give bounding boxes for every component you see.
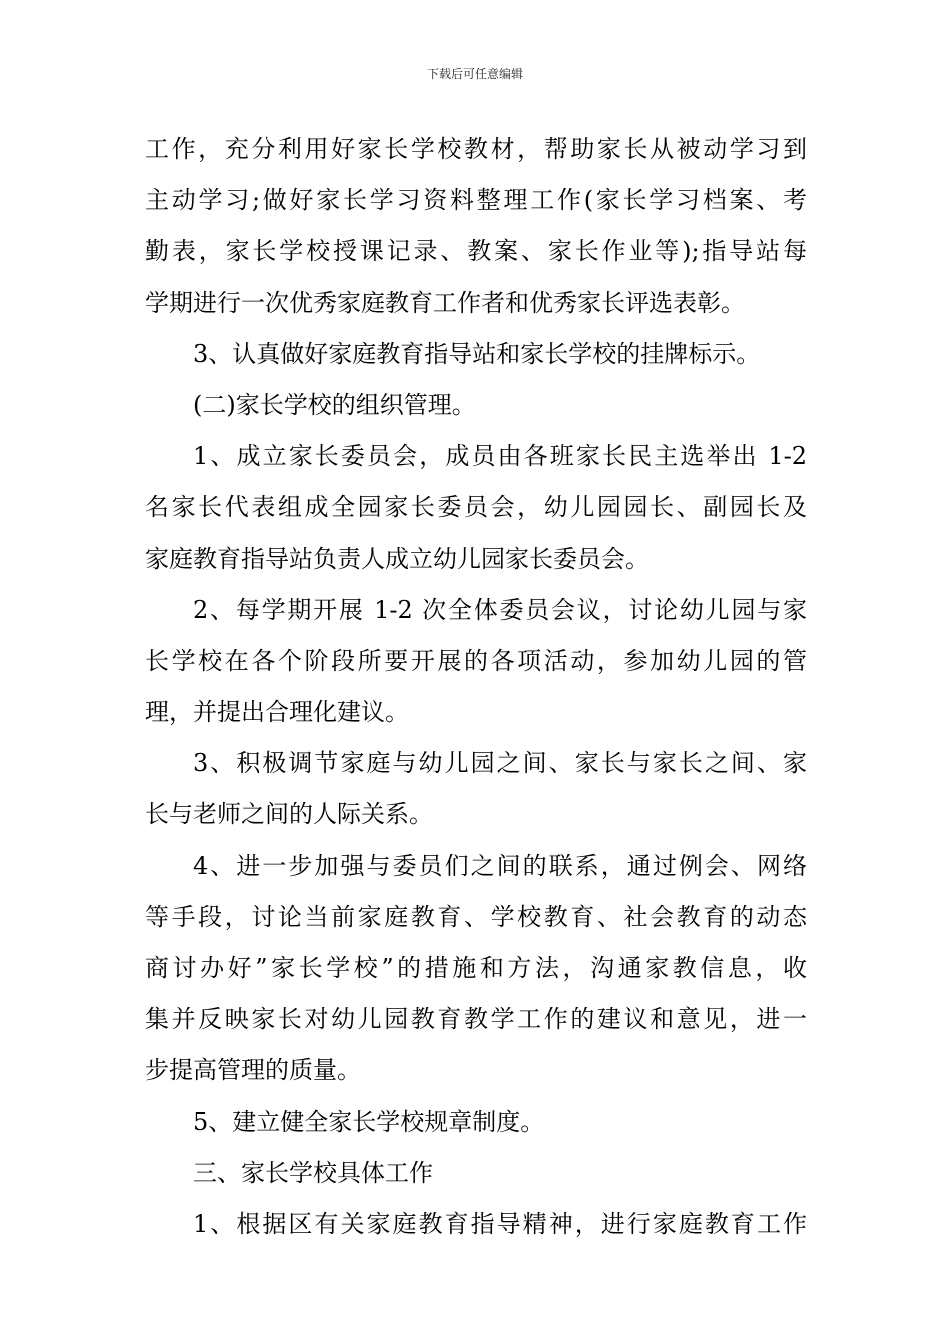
text-line: 4、进一步加强与委员们之间的联系，通过例会、网络 — [193, 851, 807, 880]
page-header-note: 下载后可任意编辑 — [426, 67, 523, 81]
text-line: 3、积极调节家庭与幼儿园之间、家长与家长之间、家 — [193, 749, 807, 778]
text-line: 主动学习;做好家长学习资料整理工作(家长学习档案、考 — [145, 186, 807, 215]
section-heading: (二)家长学校的组织管理。 — [193, 390, 476, 419]
section-heading: 三、家长学校具体工作 — [193, 1158, 433, 1187]
text-line: 名家长代表组成全园家长委员会，幼儿园园长、副园长及 — [145, 493, 807, 522]
text-line: 等手段，讨论当前家庭教育、学校教育、社会教育的动态 — [145, 902, 807, 931]
text-line: 勤表，家长学校授课记录、教案、家长作业等);指导站每 — [145, 237, 807, 266]
text-line: 长与老师之间的人际关系。 — [145, 800, 433, 829]
text-line: 理，并提出合理化建议。 — [145, 698, 409, 727]
text-line: 5、建立健全家长学校规章制度。 — [193, 1107, 545, 1136]
document-body — [145, 124, 807, 1250]
text-line: 工作，充分利用好家长学校教材，帮助家长从被动学习到 — [145, 135, 807, 163]
text-line: 长学校在各个阶段所要开展的各项活动，参加幼儿园的管 — [145, 646, 807, 675]
text-line: 1、成立家长委员会，成员由各班家长民主选举出 1-2 — [193, 442, 807, 471]
text-line: 步提高管理的质量。 — [145, 1056, 361, 1085]
text-line: 学期进行一次优秀家庭教育工作者和优秀家长评选表彰。 — [145, 288, 745, 317]
text-line: 家庭教育指导站负责人成立幼儿园家长委员会。 — [145, 544, 649, 573]
text-line: 3、认真做好家庭教育指导站和家长学校的挂牌标示。 — [193, 339, 761, 368]
text-line: 1、根据区有关家庭教育指导精神，进行家庭教育工作 — [193, 1209, 807, 1238]
text-line: 2、每学期开展 1-2 次全体委员会议，讨论幼儿园与家 — [193, 595, 807, 624]
text-line: 商讨办好”家长学校”的措施和方法，沟通家教信息，收 — [145, 954, 807, 982]
text-line: 集并反映家长对幼儿园教育教学工作的建议和意见，进一 — [145, 1005, 807, 1034]
